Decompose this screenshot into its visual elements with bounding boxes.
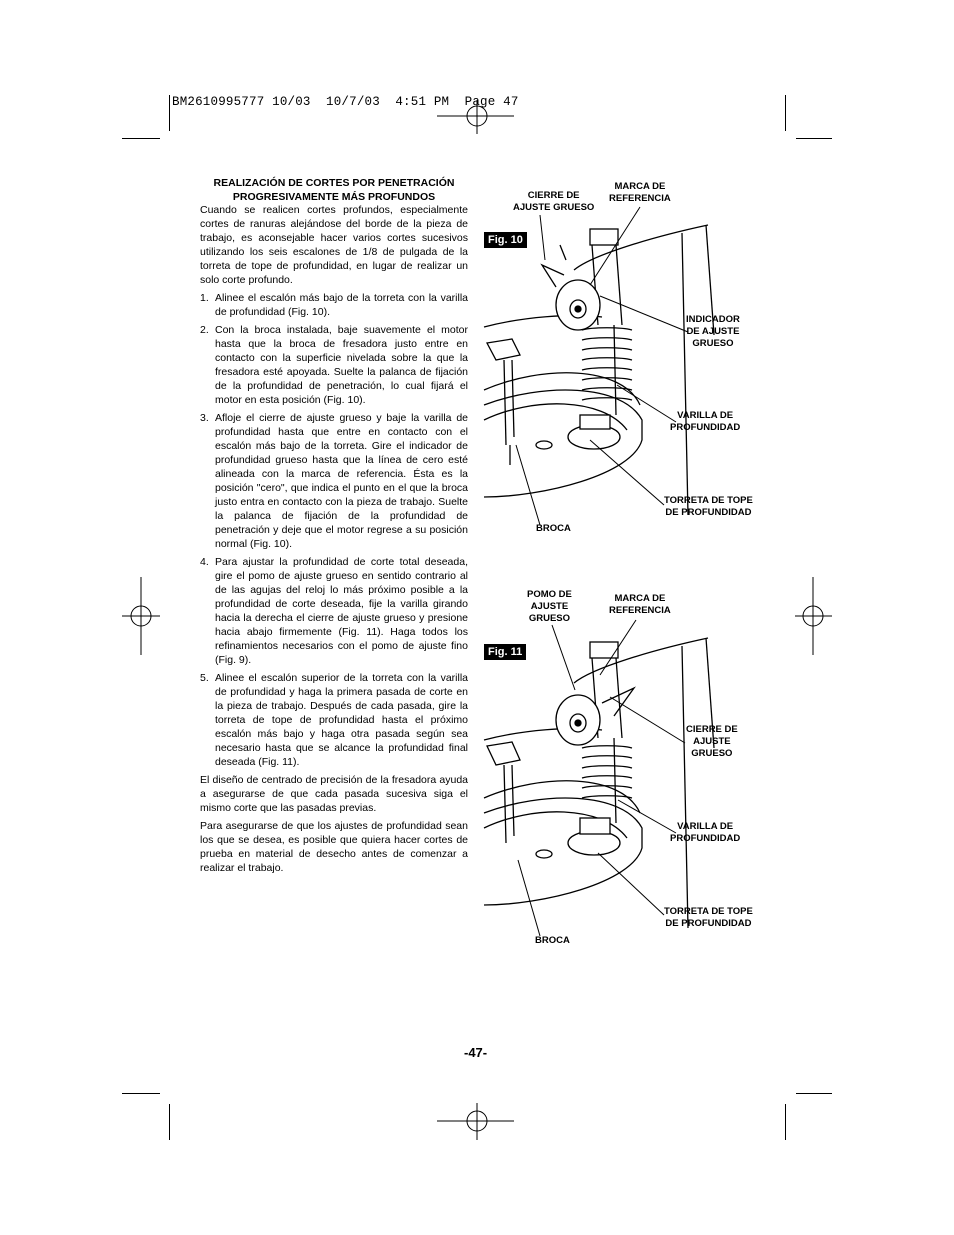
step-text: Para ajustar la profundidad de corte total deseada, gire el pomo de ajuste grueso en sentido contrario al de las agujas del reloj lo más próximo posible a la profundidad de corte deseada, fije la varilla girando hacia la derecha el cierre de ajuste grueso y presione hacia abajo firmemente (Fig. 11). Haga todos los refinamientos necesarios con el pomo de ajuste fino (Fig. 9). [215,556,468,666]
step-text: Alinee el escalón superior de la torreta con la varilla de profundidad y haga la primera pasada de corte en la pieza de trabajo. Después de cada pasada, gire la torreta de tope de profundidad hasta el próximo escalón más bajo y haga otra pasada según sea necesario hasta que se alcance la profundidad final deseada (Fig. 11). [215,672,468,768]
test-cut-paragraph: Para asegurarse de que los ajustes de profundidad sean los que se desea, es posible que quiera hacer cortes de prueba en material de desecho antes de comenzar a realizar el trabajo. [200,820,468,874]
heading-line-1: REALIZACIÓN DE CORTES POR PENETRACIÓN [213,177,455,189]
fig11-label-pomo: POMO DE AJUSTE GRUESO [527,589,572,624]
step-text: Afloje el cierre de ajuste grueso y baje la varilla de profundidad hasta que entre en contacto con el escalón más bajo de la torreta. Gire el indicador de profundidad grueso hasta que la línea de cero esté alineada con la marca de referencia. Ésta es la posición "cero", que indica el punto en el que la broca justo entra en contacto con la pieza de trabajo. Suelte la palanca de fijación de la profundidad de penetración y deje que el motor regrese a su posición normal (Fig. 10). [215,412,468,550]
centering-paragraph: El diseño de centrado de precisión de la fresadora ayuda a asegurarse de que cada pasada sucesiva siga el mismo corte que las pasadas previas. [200,774,468,814]
fig10-label-indicador: INDICADOR DE AJUSTE GRUESO [686,314,740,349]
fig10-label-varilla: VARILLA DE PROFUNDIDAD [670,410,741,433]
step-number: 2. [200,324,209,336]
fig10-label-marca: MARCA DE REFERENCIA [609,181,671,204]
heading-line-2: PROGRESIVAMENTE MÁS PROFUNDOS [232,191,436,203]
fig10-label-broca: BROCA [536,523,571,534]
fig10-label-cierre: CIERRE DE AJUSTE GRUESO [513,190,595,213]
step-text: Con la broca instalada, baje suavemente el motor hasta que la broca de fresadora justo entre en contacto con la superficie nivelada sobre la que la fresadora esté apoyada. Suelte la palanca de fijación de la profundidad de penetración, lo cual fijará el motor en esta posición (Fig. 10). [215,324,468,406]
fig10-badge: Fig. 10 [484,232,527,248]
fig11-label-broca: BROCA [535,935,570,946]
fig11-label-marca: MARCA DE REFERENCIA [609,593,671,616]
step-number: 3. [200,412,209,424]
printer-slug: BM2610995777 10/03 10/7/03 4:51 PM Page 47 [172,95,519,109]
step-text: Alinee el escalón más bajo de la torreta con la varilla de profundidad (Fig. 10). [215,292,468,318]
step-number: 5. [200,672,209,684]
fig11-label-cierre: CIERRE DE AJUSTE GRUESO [686,724,738,759]
step-number: 1. [200,292,209,304]
page-number: -47- [464,1045,488,1060]
fig11-badge: Fig. 11 [484,644,526,660]
fig11-label-varilla: VARILLA DE PROFUNDIDAD [670,821,741,844]
step-number: 4. [200,556,209,568]
intro-paragraph: Cuando se realicen cortes profundos, especialmente cortes de ranuras alejándose del borde de la pieza de trabajo, es aconsejable hacer varios cortes sucesivos utilizando los seis escalones de 1/8 de pulgada de la torreta de tope de profundidad, en lugar de realizar un solo corte profundo. [200,204,468,286]
fig11-label-torreta: TORRETA DE TOPE DE PROFUNDIDAD [664,906,753,929]
fig10-label-torreta: TORRETA DE TOPE DE PROFUNDIDAD [664,495,753,518]
